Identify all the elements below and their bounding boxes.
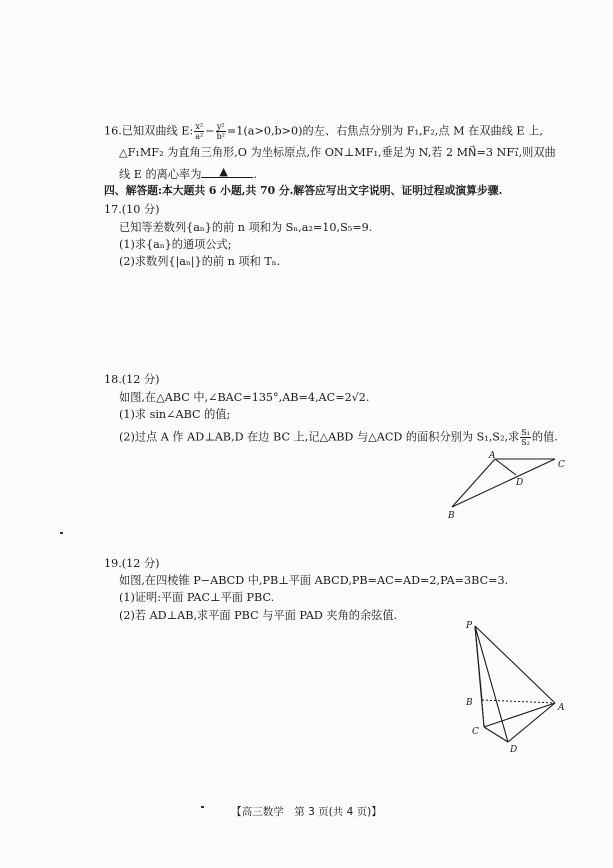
triangle-marker-icon: ▲ <box>219 165 228 178</box>
q16-line3: 线 E 的离心率为 ▲ . <box>119 165 257 181</box>
q19-part2: (2)若 AD⊥AB,求平面 PBC 与平面 PAD 夹角的余弦值. <box>119 609 398 622</box>
label-D: D <box>516 478 524 488</box>
label-P: P <box>466 621 473 631</box>
q18-header: 18.(12 分) <box>104 373 160 386</box>
q16-fraction-x: $\frac{\text{x²}}{\text{a²}}$ <box>195 122 204 141</box>
label-A: A <box>558 703 565 713</box>
q19-part1: (1)证明:平面 PAC⊥平面 PBC. <box>119 591 275 604</box>
q16-line2: △F₁MF₂ 为直角三角形,O 为坐标原点,作 ON⊥MF₁,垂足为 N,若 2 MN⃗=3 NF₁⃗,则双曲 <box>119 146 556 159</box>
q16-line1: 16.已知双曲线 E: $\frac{\text{x²}}{\text{a²}}$ − $\frac{\text{y²}}{\text{b²}}$ =1(a>0,b>0)的左、右焦点分别为 F₁,F₂,点 M 在双曲线 E 上, <box>104 122 543 141</box>
edge-DA <box>508 703 555 742</box>
q17-part2: (2)求数列{|aₙ|}的前 n 项和 Tₙ. <box>119 255 281 268</box>
stray-mark <box>60 532 63 534</box>
q16-fraction-y: $\frac{\text{y²}}{\text{b²}}$ <box>216 122 225 141</box>
q17-part1: (1)求{aₙ}的通项公式; <box>119 238 232 251</box>
label-B: B <box>466 698 473 708</box>
q17-header: 17.(10 分) <box>104 203 160 216</box>
q19-stem: 如图,在四棱锥 P−ABCD 中,PB⊥平面 ABCD,PB=AC=AD=2,PA=3BC=3. <box>119 574 509 587</box>
segment-AB <box>452 459 495 507</box>
q19-pyramid-figure <box>458 614 573 754</box>
answer-blank <box>201 165 253 178</box>
q18-triangle-figure <box>440 448 570 523</box>
hidden-edge-BA <box>482 700 555 703</box>
q18-stem: 如图,在△ABC 中,∠BAC=135°,AB=4,AC=2√2. <box>119 391 370 404</box>
segment-AD <box>495 459 516 475</box>
page-footer: 【高三数学 第 3 页(共 4 页)】 <box>231 806 382 818</box>
label-C: C <box>558 460 565 470</box>
segment-BC <box>452 459 555 507</box>
label-C: C <box>472 727 479 737</box>
q18-part2: (2)过点 A 作 AD⊥AB,D 在边 BC 上,记△ABD 与△ACD 的面积分别为 S₁,S₂,求 $\frac{\text{S₁}}{\text{S₂}}$ 的值. <box>119 428 558 447</box>
edge-PA <box>475 626 555 703</box>
label-B: B <box>448 511 455 521</box>
label-A: A <box>489 451 496 461</box>
edge-CA <box>484 703 555 727</box>
q18-fraction: $\frac{\text{S₁}}{\text{S₂}}$ <box>521 428 530 447</box>
q17-stem: 已知等差数列{aₙ}的前 n 项和为 Sₙ,a₂=10,S₅=9. <box>119 221 373 234</box>
q19-header: 19.(12 分) <box>104 557 160 570</box>
label-D: D <box>510 745 518 754</box>
section-heading: 四、解答题:本大题共 6 小题,共 70 分.解答应写出文字说明、证明过程或演算步骤. <box>104 184 503 197</box>
q18-part1: (1)求 sin∠ABC 的值; <box>119 408 231 421</box>
